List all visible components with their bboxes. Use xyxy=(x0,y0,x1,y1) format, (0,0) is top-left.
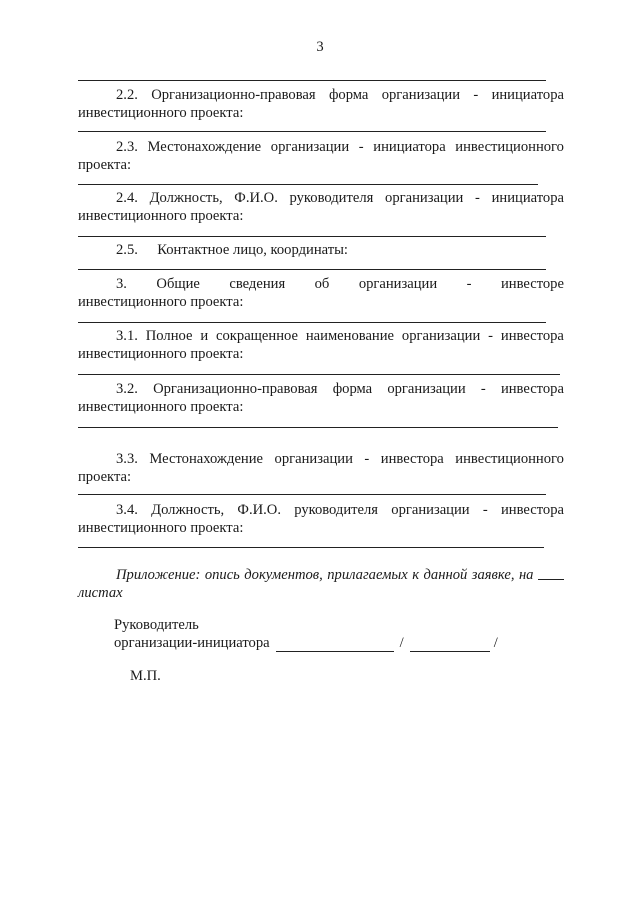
page-number: 3 xyxy=(316,39,324,55)
section-text-continuation: инвестиционного проекта: xyxy=(78,105,244,121)
word: Организационно-правовая xyxy=(151,87,316,103)
word: - xyxy=(364,451,370,467)
signature-block xyxy=(114,616,498,652)
word: документов, xyxy=(244,567,323,583)
word: - xyxy=(475,190,480,206)
section-number: 2.5. xyxy=(116,242,138,258)
section-2-2 xyxy=(78,86,564,122)
appendix-note xyxy=(78,566,564,602)
signature-label-line2: организации-инициатора xyxy=(114,635,270,651)
word: инвестиционного xyxy=(455,139,564,155)
word: опись xyxy=(204,567,240,583)
word: Должность, xyxy=(149,190,223,206)
section-text-continuation: инвестиционного проекта: xyxy=(78,294,244,310)
section-number: 2.2. xyxy=(116,87,138,103)
word: Полное xyxy=(145,328,193,344)
word: организации xyxy=(274,451,353,467)
fill-line xyxy=(78,322,546,323)
word: инициатора xyxy=(373,139,446,155)
word: - xyxy=(466,276,472,292)
word: Общие xyxy=(156,276,200,292)
sheet-count-blank xyxy=(538,566,564,580)
word: организации xyxy=(381,87,461,103)
fill-line xyxy=(78,547,544,548)
section-number: 3.3. xyxy=(116,451,138,467)
section-number: 3.4. xyxy=(116,502,138,518)
word: организации xyxy=(270,139,350,155)
word: инвестора xyxy=(500,328,564,344)
word: - xyxy=(480,381,486,397)
section-text-continuation: проекта: xyxy=(78,157,132,173)
section-text-continuation: инвестиционного проекта: xyxy=(78,346,244,362)
signature-closing: / xyxy=(493,635,498,651)
word: руководителя xyxy=(289,190,374,206)
appendix-note-continuation: листах xyxy=(78,585,123,601)
word: прилагаемых xyxy=(327,567,408,583)
word: сокращенное xyxy=(216,328,298,344)
section-number: 3. xyxy=(116,276,127,292)
word: инвестора xyxy=(500,502,564,518)
word: инициатора xyxy=(491,190,564,206)
word: к xyxy=(412,567,420,583)
word: об xyxy=(314,276,330,292)
fill-line xyxy=(78,236,546,237)
section-number: 3.1. xyxy=(116,328,138,344)
fill-line xyxy=(78,374,560,375)
section-number: 2.3. xyxy=(116,139,138,155)
word: Организационно-правовая xyxy=(153,381,318,397)
word: организации xyxy=(385,190,464,206)
word: данной xyxy=(423,567,468,583)
section-text: Контактное лицо, координаты: xyxy=(157,242,348,258)
section-number: 3.2. xyxy=(116,381,138,397)
fill-line xyxy=(78,494,546,495)
word: сведения xyxy=(229,276,286,292)
fill-line xyxy=(78,427,558,428)
word: Приложение: xyxy=(116,567,201,583)
word: инвестора xyxy=(500,381,564,397)
section-2-3 xyxy=(78,138,564,174)
word: руководителя xyxy=(294,502,379,518)
section-number: 2.4. xyxy=(116,190,138,206)
word: на xyxy=(518,567,534,583)
section-3 xyxy=(78,275,564,311)
word: - xyxy=(482,502,488,518)
word: - xyxy=(488,328,494,344)
section-2-4 xyxy=(78,189,564,225)
section-3-4 xyxy=(78,501,564,537)
word: Должность, xyxy=(151,502,225,518)
word: Ф.И.О. xyxy=(237,502,281,518)
word: наименование xyxy=(305,328,395,344)
word: организации xyxy=(387,381,466,397)
word: организации xyxy=(391,502,470,518)
section-text-continuation: проекта: xyxy=(78,469,132,485)
word: - xyxy=(358,139,364,155)
name-blank xyxy=(410,638,490,652)
word: заявке, xyxy=(471,567,515,583)
word: инвестиционного xyxy=(455,451,564,467)
fill-line xyxy=(78,269,546,270)
fill-line xyxy=(78,184,538,185)
word: Ф.И.О. xyxy=(234,190,278,206)
section-text-continuation: инвестиционного проекта: xyxy=(78,520,244,536)
section-3-3 xyxy=(78,450,564,486)
stamp-label: М.П. xyxy=(130,668,161,684)
fill-line xyxy=(78,131,546,132)
word: и xyxy=(200,328,209,344)
word: - xyxy=(473,87,479,103)
word: Местонахождение xyxy=(149,451,264,467)
section-2-5 xyxy=(78,241,564,259)
word: организации xyxy=(358,276,438,292)
section-text-continuation: инвестиционного проекта: xyxy=(78,208,244,224)
signature-blank xyxy=(276,638,394,652)
fill-line xyxy=(78,80,546,81)
word: форма xyxy=(332,381,373,397)
signature-label-line1: Руководитель xyxy=(114,617,199,633)
word: инициатора xyxy=(491,87,564,103)
word: организации xyxy=(401,328,481,344)
word: Местонахождение xyxy=(147,139,262,155)
word: инвесторе xyxy=(500,276,564,292)
word: форма xyxy=(328,87,369,103)
word: инвестора xyxy=(380,451,444,467)
section-3-2 xyxy=(78,380,564,416)
signature-separator: / xyxy=(399,635,404,651)
section-3-1 xyxy=(78,327,564,363)
section-text-continuation: инвестиционного проекта: xyxy=(78,399,244,415)
